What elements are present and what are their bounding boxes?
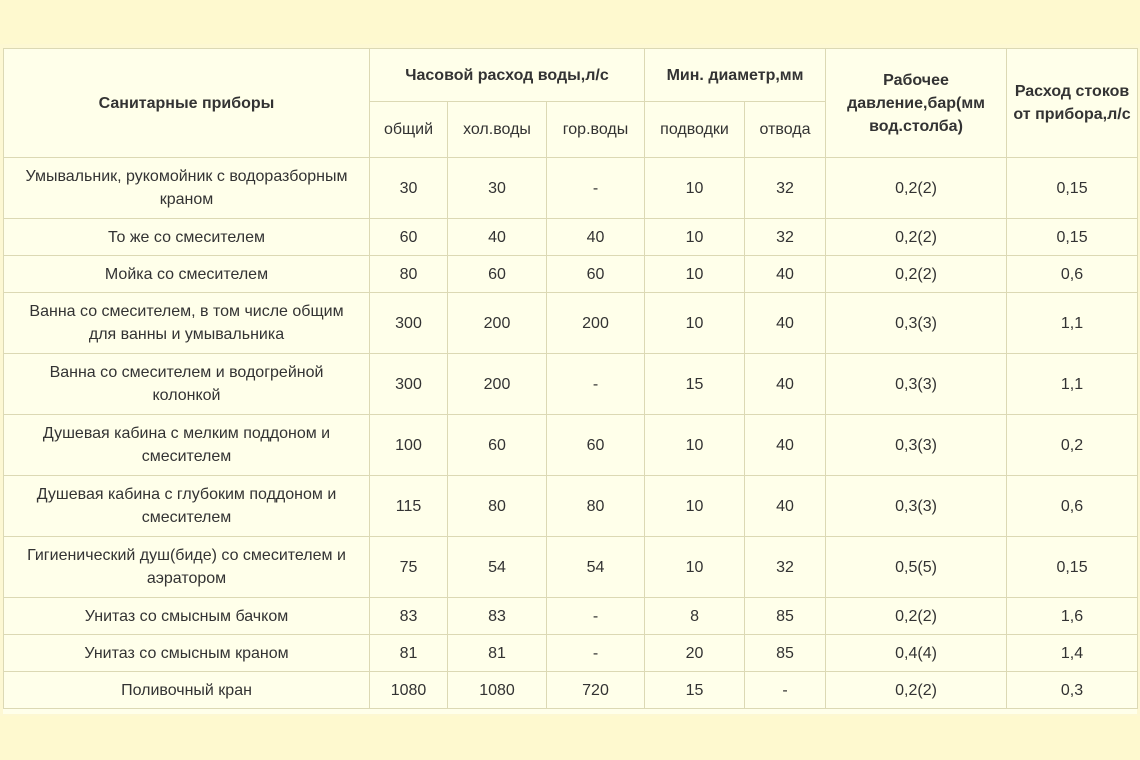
table-row [4, 256, 1138, 293]
supply-diameter-cell: 10 [645, 293, 745, 354]
supply-diameter-cell: 15 [645, 672, 745, 709]
hot-water-cell: - [547, 354, 645, 415]
outlet-diameter-cell: - [745, 672, 826, 709]
device-name-cell: Мойка со смесителем [4, 256, 370, 293]
outlet-diameter-cell: 85 [745, 598, 826, 635]
outlet-diameter-cell: 40 [745, 293, 826, 354]
pressure-cell: 0,2(2) [826, 219, 1007, 256]
total-cell: 75 [370, 537, 448, 598]
pressure-cell: 0,2(2) [826, 598, 1007, 635]
drain-cell: 0,3 [1007, 672, 1138, 709]
table-row [4, 415, 1138, 476]
header-drain-consumption: Расход стоков от прибора,л/с [1007, 49, 1138, 158]
device-name-cell: Гигиенический душ(биде) со смесителем и аэратором [4, 537, 370, 598]
table-row [4, 672, 1138, 709]
device-name-cell: Умывальник, рукомойник с водоразборным краном [4, 158, 370, 219]
hot-water-cell: 720 [547, 672, 645, 709]
device-name-cell: Ванна со смесителем и водогрейной колонкой [4, 354, 370, 415]
outlet-diameter-cell: 85 [745, 635, 826, 672]
pressure-cell: 0,3(3) [826, 354, 1007, 415]
header-working-pressure: Рабочее давление,бар(мм вод.столба) [826, 49, 1007, 158]
total-cell: 83 [370, 598, 448, 635]
supply-diameter-cell: 10 [645, 219, 745, 256]
pressure-cell: 0,2(2) [826, 672, 1007, 709]
drain-cell: 1,6 [1007, 598, 1138, 635]
header-devices: Санитарные приборы [4, 49, 370, 158]
table-row [4, 476, 1138, 537]
cold-water-cell: 80 [448, 476, 547, 537]
hot-water-cell: - [547, 635, 645, 672]
outlet-diameter-cell: 40 [745, 256, 826, 293]
table-row [4, 635, 1138, 672]
device-name-cell: Унитаз со смысным краном [4, 635, 370, 672]
total-cell: 1080 [370, 672, 448, 709]
cold-water-cell: 1080 [448, 672, 547, 709]
table-row [4, 537, 1138, 598]
cold-water-cell: 200 [448, 293, 547, 354]
hot-water-cell: - [547, 598, 645, 635]
drain-cell: 1,1 [1007, 354, 1138, 415]
cold-water-cell: 40 [448, 219, 547, 256]
drain-cell: 0,6 [1007, 476, 1138, 537]
subheader-supply: подводки [645, 102, 745, 158]
supply-diameter-cell: 10 [645, 415, 745, 476]
pressure-cell: 0,3(3) [826, 415, 1007, 476]
cold-water-cell: 30 [448, 158, 547, 219]
drain-cell: 0,2 [1007, 415, 1138, 476]
table-row [4, 219, 1138, 256]
device-name-cell: Поливочный кран [4, 672, 370, 709]
device-name-cell: Душевая кабина с глубоким поддоном и смесителем [4, 476, 370, 537]
table-body [4, 158, 1138, 709]
supply-diameter-cell: 10 [645, 476, 745, 537]
table-row [4, 354, 1138, 415]
drain-cell: 1,4 [1007, 635, 1138, 672]
pressure-cell: 0,5(5) [826, 537, 1007, 598]
cold-water-cell: 54 [448, 537, 547, 598]
supply-diameter-cell: 15 [645, 354, 745, 415]
drain-cell: 1,1 [1007, 293, 1138, 354]
hot-water-cell: 54 [547, 537, 645, 598]
supply-diameter-cell: 10 [645, 256, 745, 293]
cold-water-cell: 200 [448, 354, 547, 415]
outlet-diameter-cell: 40 [745, 476, 826, 537]
bottom-band [0, 716, 1140, 760]
outlet-diameter-cell: 32 [745, 537, 826, 598]
device-name-cell: Ванна со смесителем, в том числе общим для ванны и умывальника [4, 293, 370, 354]
hot-water-cell: 60 [547, 256, 645, 293]
total-cell: 300 [370, 354, 448, 415]
drain-cell: 0,15 [1007, 219, 1138, 256]
total-cell: 60 [370, 219, 448, 256]
table-frame [3, 48, 1137, 714]
subheader-cold: хол.воды [448, 102, 547, 158]
total-cell: 30 [370, 158, 448, 219]
drain-cell: 0,15 [1007, 158, 1138, 219]
hot-water-cell: 40 [547, 219, 645, 256]
sanitary-devices-table [3, 48, 1138, 709]
header-hourly-consumption: Часовой расход воды,л/с [370, 49, 645, 102]
device-name-cell: То же со смесителем [4, 219, 370, 256]
outlet-diameter-cell: 32 [745, 158, 826, 219]
table-row [4, 293, 1138, 354]
top-band [0, 0, 1140, 44]
device-name-cell: Унитаз со смысным бачком [4, 598, 370, 635]
subheader-hot: гор.воды [547, 102, 645, 158]
header-min-diameter: Мин. диаметр,мм [645, 49, 826, 102]
pressure-cell: 0,2(2) [826, 256, 1007, 293]
hot-water-cell: 80 [547, 476, 645, 537]
outlet-diameter-cell: 40 [745, 354, 826, 415]
pressure-cell: 0,3(3) [826, 293, 1007, 354]
hot-water-cell: 60 [547, 415, 645, 476]
total-cell: 81 [370, 635, 448, 672]
total-cell: 100 [370, 415, 448, 476]
total-cell: 300 [370, 293, 448, 354]
hot-water-cell: - [547, 158, 645, 219]
pressure-cell: 0,2(2) [826, 158, 1007, 219]
supply-diameter-cell: 8 [645, 598, 745, 635]
subheader-total: общий [370, 102, 448, 158]
cold-water-cell: 60 [448, 415, 547, 476]
total-cell: 115 [370, 476, 448, 537]
supply-diameter-cell: 20 [645, 635, 745, 672]
cold-water-cell: 60 [448, 256, 547, 293]
device-name-cell: Душевая кабина с мелким поддоном и смесителем [4, 415, 370, 476]
total-cell: 80 [370, 256, 448, 293]
hot-water-cell: 200 [547, 293, 645, 354]
pressure-cell: 0,3(3) [826, 476, 1007, 537]
drain-cell: 0,15 [1007, 537, 1138, 598]
subheader-outlet: отвода [745, 102, 826, 158]
drain-cell: 0,6 [1007, 256, 1138, 293]
table-row [4, 158, 1138, 219]
outlet-diameter-cell: 32 [745, 219, 826, 256]
outlet-diameter-cell: 40 [745, 415, 826, 476]
cold-water-cell: 81 [448, 635, 547, 672]
cold-water-cell: 83 [448, 598, 547, 635]
table-row [4, 598, 1138, 635]
pressure-cell: 0,4(4) [826, 635, 1007, 672]
supply-diameter-cell: 10 [645, 158, 745, 219]
supply-diameter-cell: 10 [645, 537, 745, 598]
